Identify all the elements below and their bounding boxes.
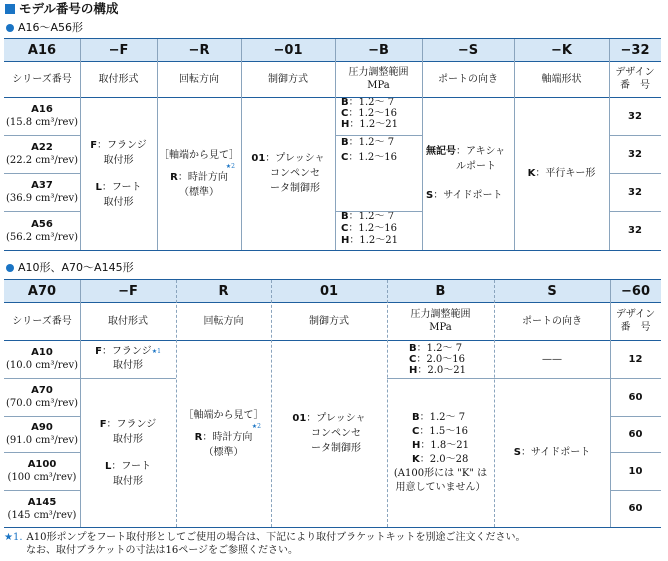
label-control: 制御方式 [268,73,308,85]
control-cell: 01：プレッシャ コンペンセ ータ制御形 [251,153,325,194]
section-heading-a70: A10形、A70〜A145形 [6,261,134,275]
page-title: モデル番号の構成 [5,1,118,17]
grid-line [335,39,336,250]
grid-line [609,39,610,250]
series-cell: A70 (70.0 cm³/rev) [5,385,79,409]
series-cell: A37 (36.9 cm³/rev) [5,180,79,204]
design-cell: 32 [628,148,642,160]
model-table-a16 [4,38,661,251]
mount-cell: F：フランジ 取付形 L：フート 取付形 [90,139,147,208]
grid-line [176,280,177,527]
design-cell: 32 [628,110,642,122]
label-control: 制御方式 [309,315,349,327]
label-pressure: 圧力調整範囲 MPa [348,67,409,91]
rotation-cell: ［軸端から見て］ $^{★2}$ R：時計方向 （標準） [159,149,239,198]
code-rotation: −R [157,39,241,61]
code-mount: −F [80,280,176,302]
label-rotation: 回転方向 [179,73,219,85]
bullet-icon [6,24,14,32]
label-mount: 取付形式 [98,73,139,85]
series-cell: A56 (56.2 cm³/rev) [5,218,79,243]
grid-line [609,211,661,212]
design-cell: 60 [628,503,643,514]
label-rotation: 回転方向 [203,315,244,327]
grid-line [4,302,661,303]
label-port: ポートの向き [522,315,582,327]
shaft-cell: K：平行キー形 [527,168,596,179]
grid-line [4,416,80,417]
design-cell: 10 [628,465,643,477]
code-mount: −F [80,39,157,61]
grid-line [80,280,81,527]
grid-line [610,416,661,417]
code-design: −32 [609,39,661,61]
design-cell: 60 [628,428,643,440]
grid-line [494,280,495,527]
code-port: S [494,280,610,302]
grid-line [4,211,80,212]
grid-line [241,39,242,250]
series-cell: A22 (22.2 cm³/rev) [5,142,79,166]
code-pressure: B [387,280,494,302]
pressure-group: B：1.2〜 7 C：1.2〜16 [341,137,397,163]
code-shaft: −K [514,39,609,61]
grid-line [335,135,422,136]
code-control: −01 [241,39,335,61]
design-cell: 60 [628,391,643,403]
series-cell: A10 (10.0 cm³/rev) [5,347,79,371]
grid-line [610,452,661,453]
design-cell: 32 [628,225,642,236]
code-series: A70 [4,280,80,302]
grid-line [387,280,388,527]
control-cell: 01：プレッシャ コンペンセ ータ制御形 [292,413,366,454]
grid-line [157,39,158,250]
grid-line [4,173,80,174]
grid-line [4,61,661,62]
grid-line [609,173,661,174]
code-pressure: −B [335,39,422,61]
mount-a10-cell: F：フランジ$^{★1}$ 取付形 [95,346,161,371]
pressure-a10-cell: B：1.2〜 7 C：2.0〜16 H：2.0〜21 [409,342,467,376]
series-cell: A90 (91.0 cm³/rev) [5,422,79,446]
code-design: −60 [610,280,661,302]
series-cell: A100 (100 cm³/rev) [7,459,77,483]
pressure-group: B：1.2〜 7 C：1.2〜16 H：1.2〜21 [341,211,399,246]
label-port: ポートの向き [438,73,498,85]
series-cell: A145 (145 cm³/rev) [7,496,77,521]
grid-line [271,280,272,527]
code-rotation: R [176,280,271,302]
port-a10-cell: —— [542,353,562,365]
label-series: シリーズ番号 [12,73,72,85]
pressure-group: B：1.2〜 7 C：1.2〜16 H：1.2〜21 [341,97,399,130]
grid-line [422,39,423,250]
grid-line [610,280,611,527]
grid-line [4,135,80,136]
label-design: デザイン 番 号 [615,67,655,91]
rotation-cell: ［軸端から見て］ $^{★2}$ R：時計方向 （標準） [183,409,264,458]
grid-line [610,490,661,491]
grid-line [387,378,661,379]
grid-line [4,452,80,453]
grid-line [335,211,422,212]
footnote: ★1. A10形ポンプをフート取付形としてご使用の場合は、下記により取付ブラケットキットを別途ご注文ください。 なお、取付ブラケットの寸法は16ページをご参照ください。 [4,532,526,556]
label-series: シリーズ番号 [12,315,72,327]
design-cell: 12 [628,353,643,365]
label-design: デザイン 番 号 [615,309,656,333]
model-table-a70 [4,279,661,528]
grid-line [4,97,661,98]
code-series: A16 [4,39,80,61]
code-port: −S [422,39,514,61]
grid-line [609,135,661,136]
design-cell: 32 [628,186,642,198]
label-mount: 取付形式 [108,315,148,327]
port-cell: 無記号：アキシャ ルポート S：サイドポート [426,146,506,201]
title-square-icon [5,4,15,14]
bullet-icon [6,264,14,272]
label-pressure: 圧力調整範囲 MPa [410,309,471,333]
code-control: 01 [271,280,387,302]
mount-cell: F：フランジ 取付形 L：フート 取付形 [99,418,157,487]
pressure-cell: B：1.2〜 7 C：1.5〜16 H：1.8〜21 K：2.0〜28 (A100形には "K" は 用意していません） [393,411,488,493]
grid-line [4,340,661,341]
port-cell: S：サイドポート [513,447,591,458]
grid-line [80,39,81,250]
grid-line [4,378,176,379]
section-heading-a16: A16〜A56形 [6,21,83,35]
grid-line [514,39,515,250]
series-cell: A16 (15.8 cm³/rev) [5,104,79,128]
label-shaft: 軸端形状 [541,73,582,85]
grid-line [4,490,80,491]
